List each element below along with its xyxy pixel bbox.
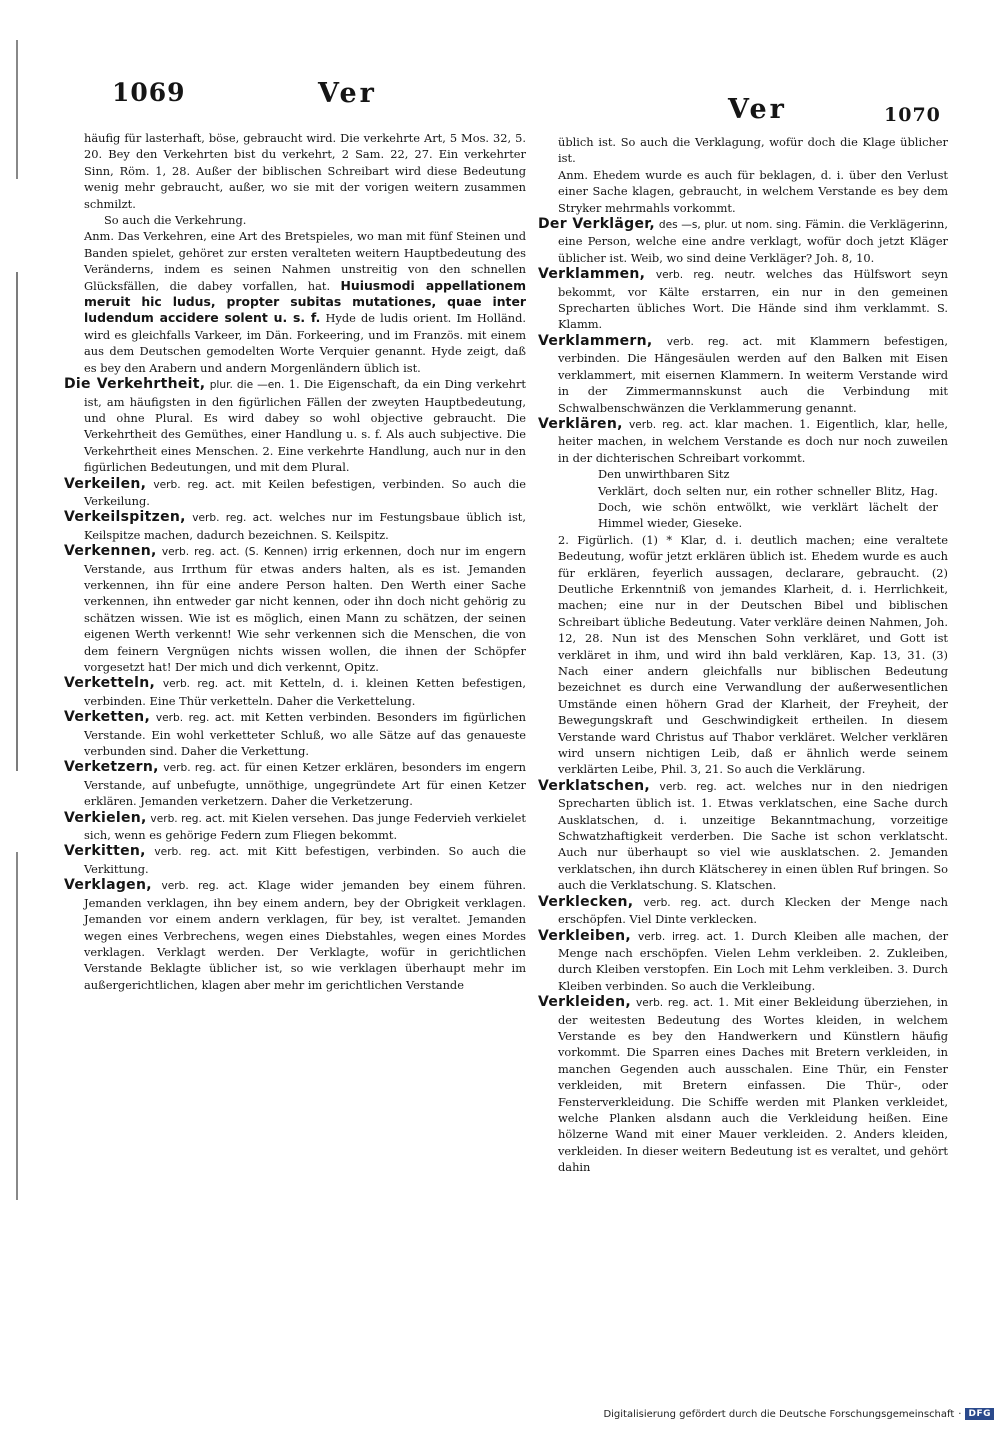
entry-grammar: verb. reg. act. — [643, 896, 731, 909]
entry-text: welches das Hülfswort seyn bekommt, vor Kälte erstarren, ein nur in den gemeinen Sprecharten übliches Wort. Die Hände sind ihm verklammt. S. Klamm. — [558, 267, 948, 332]
entry-headword: Verkennen, — [64, 543, 157, 560]
entry-text: welches nur in den niedrigen Sprecharten üblich ist. 1. Etwas verklatschen, eine Sache durch Ausklatschen, d. i. unzeitige Bekanntmachung, vorzeitige Schwatzhaftigkeit verderben. Die Sache ist schon verklatscht. Auch nur überhaupt so viel wie ausklatschen. 2. Jemanden verklatschen, ihn durch Klätscherey in einen üblen Ruf bringen. So auch die Verklatschung. S. Klatschen. — [558, 778, 948, 893]
entry-headword: Verklammen, — [538, 266, 646, 283]
continued-text: üblich ist. So auch die Verklagung, wofür doch die Klage üblicher ist. — [558, 135, 948, 166]
continued-text: 2. Figürlich. (1) * Klar, d. i. deutlich machen; eine veraltete Bedeutung, wofür jetzt erklären üblich ist. Ehedem wurde es auch für erklären, feyerlich aussagen, declarare, gebraucht. (2) Deutliche Erkenntniß von jemandes Klarheit, d. i. Herrlichkeit, machen; eine nur in der Deutschen Bibel und biblischen Schreibart übliche Bedeutung. Vater verkläre deinen Nahmen, Joh. 12, 28. Nun ist des Menschen Sohn verkläret, und Gott ist verkläret in ihm, und wird ihn bald verklären, Kap. 13, 31. (3) Nach einer andern gleichfalls nur biblischen Bedeutung bezeichnet es durch eine Verwandlung der außerwesentlichen Umstände einen höhern Grad der Klarheit, der Freyheit, der Bewegungskraft und Geschwindigkeit ertheilen. In diesem Verstande ward Christus auf Thabor verkläret. Welcher verklären wird unsern nichtigen Leib, daß er ähnlich werde seinem verklärten Leibe, Phil. 3, 21. So auch die Verklärung. — [558, 532, 948, 777]
annotation: Anm. Ehedem wurde es auch für beklagen, d. i. über den Verlust einer Sache klagen, gebraucht, in welchem Verstande es bey dem Stryker mehrmahls vorkommt. — [558, 167, 948, 215]
annotation — [64, 228, 526, 376]
verse-quote: Verklärt, doch selten nur, ein rother schneller Blitz, Hag. Doch, wie schön entwölkt, wie verklärt lächelt der Himmel wieder, Gieseke. — [598, 483, 938, 531]
entry-text: mit Keilen befestigen, verbinden. So auch die Verkeilung. — [84, 476, 527, 508]
entry-text: durch Klecken der Menge nach erschöpfen. Viel Dinte verklecken. — [558, 894, 949, 927]
entry-text: mit Ketten verbinden. Besonders im figürlichen Verstande. Ein wohl verketteter Schluß, wo alle Sätze auf das genaueste verbunden sind. Daher die Verkettung. — [84, 710, 526, 759]
credit-text: Digitalisierung gefördert durch die Deutsche Forschungsgemeinschaft — [603, 1408, 955, 1420]
page-number-right: 1070 — [884, 104, 941, 126]
entry-grammar: verb. reg. act. — [161, 880, 249, 893]
entry-headword: Verklären, — [538, 415, 623, 432]
entry-grammar: verb. reg. act. — [150, 812, 226, 825]
entry-headword: Verklagen, — [64, 877, 152, 894]
verse-quote-intro: Den unwirthbaren Sitz — [598, 467, 730, 482]
entry-grammar: verb. reg. act. — [153, 478, 235, 491]
entry-headword: Verketten, — [64, 709, 151, 726]
left-column — [64, 130, 526, 993]
entry-headword: Verkeilen, — [64, 475, 147, 492]
entry-text: 1. Durch Kleiben alle machen, der Menge nach erschöpfen. Vielen Lehm verkleiben. 2. Zukleiben, durch Kleiben verstopfen. Ein Loch mit Lehm verkleiben. 3. Durch Kleiben verbinden. So auch die Verkleibung. — [558, 928, 949, 993]
page-number-left: 1069 — [112, 78, 186, 107]
entry-grammar: plur. die —en. — [209, 379, 285, 392]
entry-grammar: verb. irreg. act. — [637, 930, 727, 943]
entry-grammar: verb. reg. neutr. — [655, 269, 756, 282]
entry-headword: Verklammern, — [538, 332, 653, 349]
dictionary-entry — [64, 675, 526, 709]
dictionary-entry — [64, 709, 526, 759]
dictionary-entry — [64, 543, 526, 675]
entry-text: mit Ketteln, d. i. kleinen Ketten befestigen, verbinden. Eine Thür verketteln. Daher die Verkettelung. — [84, 676, 526, 708]
dictionary-entry — [538, 994, 948, 1175]
dictionary-entry — [538, 928, 948, 995]
entry-text: mit Kielen versehen. Das junge Federvieh verkielet sich, wenn es gehörige Federn zum Fliegen bekommt. — [84, 810, 526, 843]
continued-text: häufig für lasterhaft, böse, gebraucht wird. Die verkehrte Art, 5 Mos. 32, 5. 20. Bey den Verkehrten bist du verkehrt, 2 Sam. 22, 27. Ein verkehrter Sinn, Röm. 1, 28. Außer der biblischen Schreibart wird diese Bedeutung wenig mehr gebraucht, außer, wo sie mit der vorigen weitern zusammen schmilzt. — [84, 131, 526, 211]
entry-text: mit Kitt befestigen, verbinden. So auch die Verkittung. — [84, 844, 526, 876]
dictionary-entry — [64, 759, 526, 809]
entry-text: klar machen. 1. Eigentlich, klar, helle, heiter machen, in welchem Verstande es doch nur noch zuweilen in der dichterischen Schreibart vorkommt. — [558, 416, 949, 465]
entry-grammar: verb. reg. act. — [155, 712, 235, 725]
latin-quote: Huiusmodi appellationem meruit hic ludus, propter subitas mutationes, quae inter ludendum accidere solent u. s. f. — [84, 277, 527, 326]
entry-headword: Der Verkläger, — [538, 216, 656, 233]
entry-grammar: verb. reg. act. — [154, 846, 240, 859]
dictionary-entry — [538, 416, 948, 466]
dictionary-entry — [64, 509, 526, 543]
entry-headword: Verketzern, — [64, 759, 159, 776]
entry-text: mit Klammern befestigen, verbinden. Die Hängesäulen werden auf den Balken mit Eisen verklammert, mit eisernen Klammern. In weiterm Verstande wird in der Zimmermannskunst auch die Verbindung mit Schwalbenschwänzen die Verklammerung genannt. — [558, 333, 949, 415]
dictionary-entry — [538, 266, 948, 333]
entry-headword: Verkitten, — [64, 843, 146, 860]
dictionary-entry — [538, 333, 948, 416]
dictionary-entry — [538, 894, 948, 928]
digitization-credit — [603, 1408, 994, 1420]
entry-headword: Verkleiben, — [538, 927, 631, 944]
entry-text: Fämin. die Verklägerinn, eine Person, welche eine andre verklagt, wofür doch jetzt Kläger üblicher ist. Weib, wo sind deine Verkläger? Joh. 8, 10. — [558, 217, 948, 265]
entry-headword: Verkielen, — [64, 809, 147, 826]
entry-text: für einen Ketzer erklären, besonders im engern Verstande, auf unbefugte, unnöthige, ungegründete Art für einen Ketzer erklären. Jemanden verketzern. Daher die Verketzerung. — [84, 760, 526, 809]
entry-grammar: verb. reg. act. — [163, 762, 240, 775]
entry-headword: Verkleiden, — [538, 994, 631, 1011]
entry-text: 1. Mit einer Bekleidung überziehen, in der weitesten Bedeutung des Wortes kleiden, in welchem Verstande es bey den Handwerkern und Künstlern häufig vorkommt. Die Sparren eines Daches mit Bretern verkleiden, in manchen Gegenden auch ausschalen. Eine Thür, ein Fenster verkleiden, mit Bretern einfassen. Die Thür-, oder Fensterverkleidung. Die Schiffe werden mit Planken verkleidet, welche Planken alsdann auch die Verkleidung heißen. Eine hölzerne Wand mit einer Mauer verkleiden. 2. Anders kleiden, verkleiden. In dieser weitern Bedeutung ist es veraltet, und gehört dahin — [558, 995, 948, 1175]
entry-headword: Verkeilspitzen, — [64, 509, 186, 526]
entry-headword: Verklecken, — [538, 893, 634, 910]
right-column — [538, 134, 948, 1176]
binding-edge — [16, 40, 18, 1200]
dictionary-entry — [64, 376, 526, 475]
entry-text: 1. Die Eigenschaft, da ein Ding verkehrt ist, am häufigsten in den figürlichen Fällen der zweyten Hauptbedeutung, und ohne Plural. Es wird dabey so wohl objective gebraucht. Die Verkehrtheit des Gemüthes, einer Handlung u. s. f. Als auch subjective. Die Verkehrtheit eines Menschen. 2. Eine verkehrte Handlung, auch nur in den figürlichen Bedeutungen, und mit dem Plural. — [84, 377, 527, 475]
credit-separator: · — [958, 1408, 962, 1420]
entry-grammar: verb. reg. act. — [635, 997, 714, 1010]
annotation-text: Anm. Das Verkehren, eine Art des Bretspieles, wo man mit fünf Steinen und Banden spielet, gehöret zur ersten veralteten weitern Hauptbedeutung des Veränderns, indem es seinen Nahmen unstreitig von den schnellen Glücksfällen, die dabey vorfallen, hat. — [84, 229, 526, 293]
dictionary-entry — [64, 843, 526, 877]
entry-text: welches nur im Festungsbaue üblich ist, Keilspitze machen, dadurch bezeichnen. S. Keilspitz. — [84, 510, 526, 542]
dictionary-entry — [64, 476, 526, 510]
entry-headword: Die Verkehrtheit, — [64, 376, 206, 393]
entry-grammar: verb. reg. act. — [162, 678, 246, 691]
annotation-end: Hyde de ludis orient. Im Holländ. wird es gleichfalls Varkeer, im Dän. Forkeering, und im Französ. mit einem aus dem Deutschen gemodelten Worte Verquier genannt. Hyde zeigt, daß es bey den Arabern und andern Morgenländern üblich ist. — [84, 311, 526, 375]
dfg-logo: DFG — [965, 1408, 994, 1420]
entry-grammar: verb. reg. act. — [666, 335, 763, 348]
running-head-left: Ver — [318, 78, 377, 109]
entry-grammar: verb. reg. act. (S. Kennen) — [161, 546, 308, 559]
entry-text: Klage wider jemanden bey einem führen. Jemanden verklagen, ihn bey einem andern, bey der Obrigkeit verklagen. Jemanden vor einem andern verklagen, für bey, ist veraltet. Jemanden wegen eines Verbrechens, wegen eines Diebstahles, wegen eines Mordes verklagen. Verklagt werden. Der Verklagte, wofür in gerichtlichen Verstande Beklagte üblicher ist, so wie verklagen überhaupt mehr im außergerichtlichen, klagen aber mehr im gerichtlichen Verstande — [84, 878, 527, 992]
dictionary-entry — [538, 778, 948, 894]
entry-grammar: verb. reg. act. — [659, 780, 746, 793]
dictionary-entry — [538, 216, 948, 266]
entry-headword: Verklatschen, — [538, 777, 650, 794]
entry-headword: Verketteln, — [64, 675, 156, 692]
entry-grammar: verb. reg. act. — [192, 512, 273, 525]
derivative-note: So auch die Verkehrung. — [104, 213, 247, 228]
running-head-right: Ver — [728, 94, 787, 125]
entry-grammar: verb. reg. act. — [628, 418, 709, 431]
entry-grammar: des —s, plur. ut nom. sing. — [658, 219, 802, 232]
entry-text: irrig erkennen, doch nur im engern Verstande, aus Irrthum für etwas anders halten, als es ist. Jemanden verkennen, ihn für eine andere Person halten. Den Werth einer Sache verkennen, ihn entweder gar nicht kennen, oder ihn doch nicht gehörig zu schätzen wissen. Wie ist es möglich, einen Mann zu schätzen, der seinen eigenen Werth verkennt! Wie sehr verkennen sich die Menschen, die von dem feinern Vergnügen nichts wissen wollen, die ihnen der Schöpfer vorgesetzt hat! Der mich und dich verkennt, Opitz. — [84, 544, 527, 674]
dictionary-entry — [64, 877, 526, 993]
dictionary-entry — [64, 810, 526, 844]
